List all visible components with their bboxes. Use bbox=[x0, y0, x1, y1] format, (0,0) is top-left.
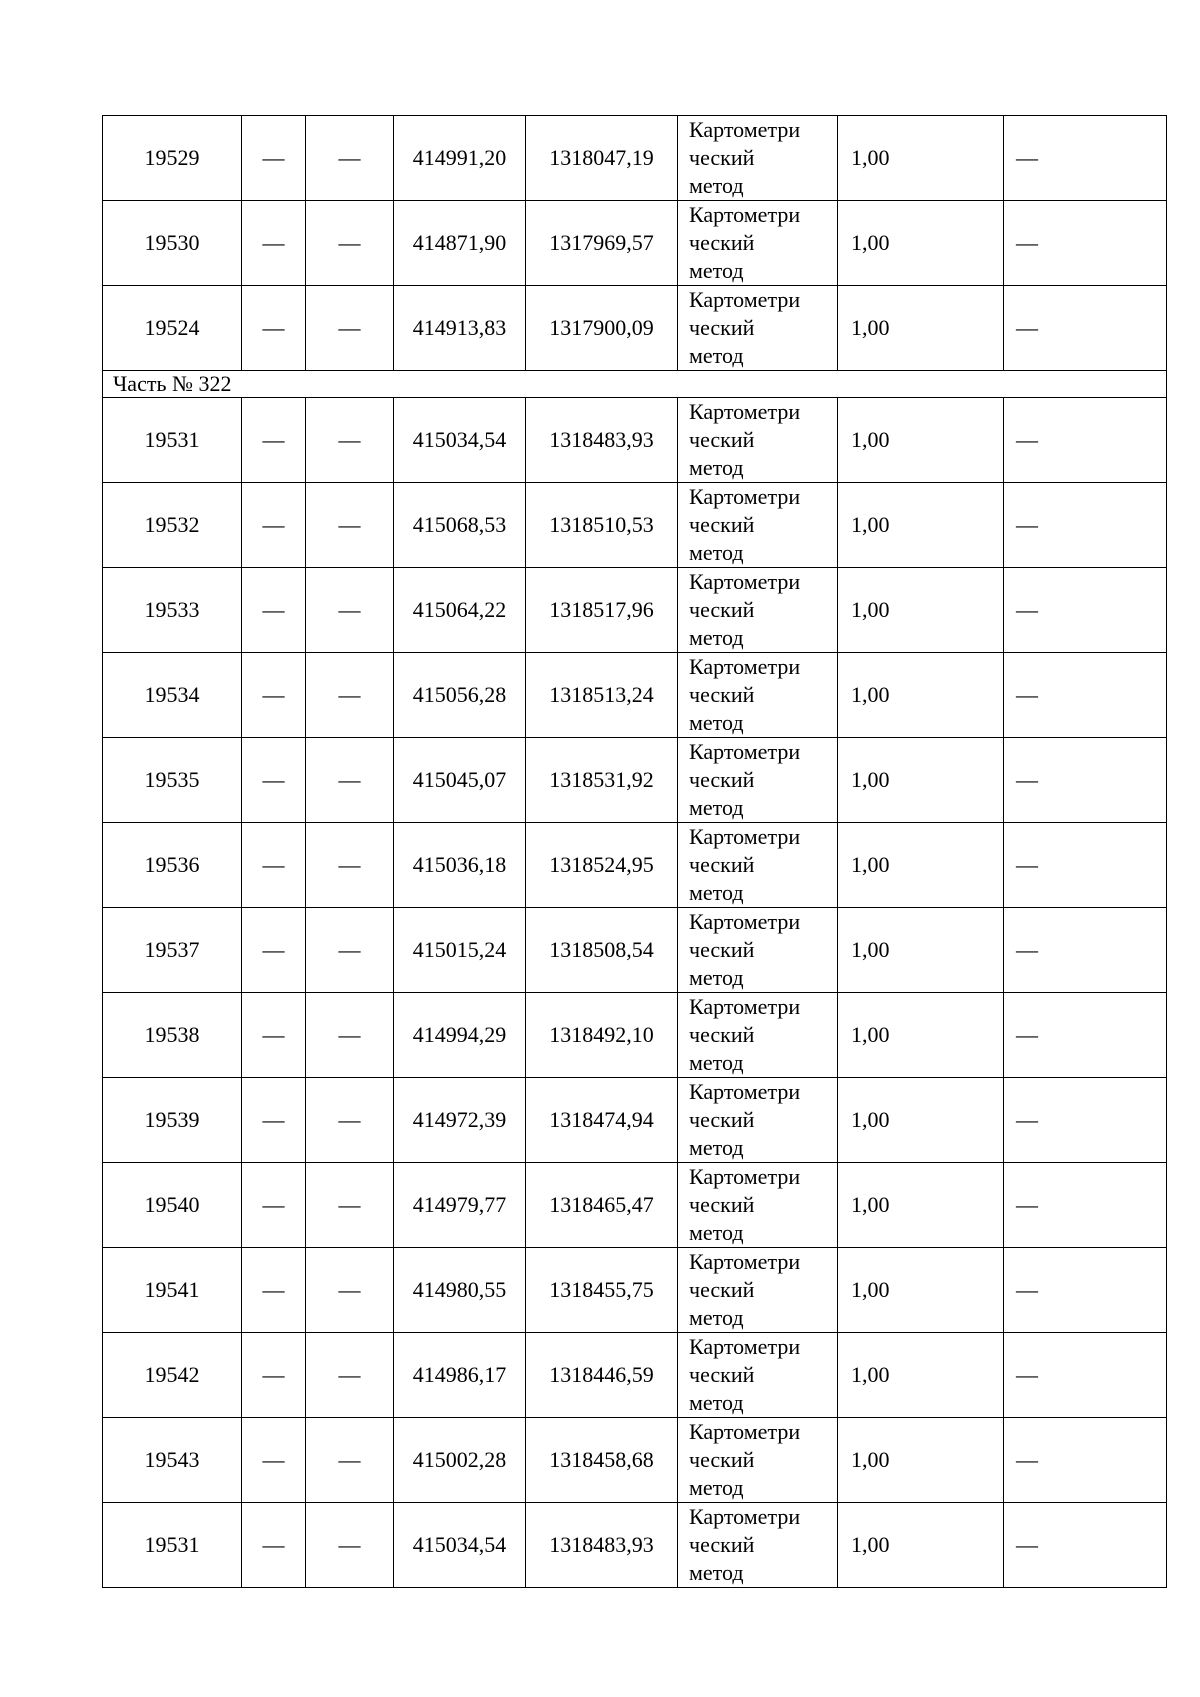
y-coordinate-cell: 1318458,68 bbox=[526, 1418, 678, 1503]
y-coordinate-cell: 1318455,75 bbox=[526, 1248, 678, 1333]
dash-cell: — bbox=[1004, 116, 1167, 201]
method-text-line: метод bbox=[689, 343, 744, 368]
accuracy-cell: 1,00 bbox=[838, 1163, 1004, 1248]
method-cell bbox=[678, 823, 838, 908]
method-text-line: Картометри bbox=[689, 909, 801, 934]
accuracy-cell: 1,00 bbox=[838, 568, 1004, 653]
x-coordinate-cell: 414980,55 bbox=[394, 1248, 526, 1333]
method-text-line: Картометри bbox=[689, 1334, 801, 1359]
dash-cell: — bbox=[1004, 1503, 1167, 1588]
accuracy-cell: 1,00 bbox=[838, 738, 1004, 823]
method-text-line: метод bbox=[689, 455, 744, 480]
method-text-line: ческий bbox=[689, 597, 755, 622]
method-text-line: ческий bbox=[689, 230, 755, 255]
point-number-cell: 19533 bbox=[103, 568, 242, 653]
x-coordinate-cell: 415036,18 bbox=[394, 823, 526, 908]
y-coordinate-cell: 1318510,53 bbox=[526, 483, 678, 568]
y-coordinate-cell: 1318508,54 bbox=[526, 908, 678, 993]
dash-cell: — bbox=[1004, 908, 1167, 993]
table-row bbox=[103, 653, 1167, 738]
x-coordinate-cell: 415064,22 bbox=[394, 568, 526, 653]
accuracy-cell: 1,00 bbox=[838, 201, 1004, 286]
method-text-line: Картометри bbox=[689, 202, 801, 227]
dash-cell: — bbox=[306, 653, 394, 738]
coordinates-table bbox=[102, 115, 1167, 1588]
table-row bbox=[103, 398, 1167, 483]
method-cell bbox=[678, 286, 838, 371]
y-coordinate-cell: 1318492,10 bbox=[526, 993, 678, 1078]
x-coordinate-cell: 415034,54 bbox=[394, 398, 526, 483]
table-row bbox=[103, 1418, 1167, 1503]
table-row bbox=[103, 483, 1167, 568]
dash-cell: — bbox=[242, 738, 306, 823]
accuracy-cell: 1,00 bbox=[838, 286, 1004, 371]
dash-cell: — bbox=[242, 1418, 306, 1503]
table-row bbox=[103, 738, 1167, 823]
section-header-group bbox=[103, 371, 1167, 398]
point-number-cell: 19531 bbox=[103, 1503, 242, 1588]
method-cell bbox=[678, 993, 838, 1078]
dash-cell: — bbox=[306, 1503, 394, 1588]
point-number-cell: 19539 bbox=[103, 1078, 242, 1163]
dash-cell: — bbox=[306, 908, 394, 993]
dash-cell: — bbox=[242, 398, 306, 483]
dash-cell: — bbox=[242, 116, 306, 201]
method-text-line: ческий bbox=[689, 145, 755, 170]
y-coordinate-cell: 1318474,94 bbox=[526, 1078, 678, 1163]
method-text-line: Картометри bbox=[689, 1504, 801, 1529]
method-text-line: метод bbox=[689, 625, 744, 650]
dash-cell: — bbox=[306, 1418, 394, 1503]
method-cell bbox=[678, 568, 838, 653]
accuracy-cell: 1,00 bbox=[838, 1503, 1004, 1588]
method-text-line: ческий bbox=[689, 512, 755, 537]
table-body-before-section bbox=[103, 116, 1167, 371]
x-coordinate-cell: 414972,39 bbox=[394, 1078, 526, 1163]
dash-cell: — bbox=[242, 823, 306, 908]
y-coordinate-cell: 1318483,93 bbox=[526, 1503, 678, 1588]
dash-cell: — bbox=[1004, 823, 1167, 908]
table-row bbox=[103, 1078, 1167, 1163]
dash-cell: — bbox=[306, 993, 394, 1078]
dash-cell: — bbox=[242, 568, 306, 653]
dash-cell: — bbox=[306, 1333, 394, 1418]
method-text-line: метод bbox=[689, 1050, 744, 1075]
method-text-line: метод bbox=[689, 965, 744, 990]
dash-cell: — bbox=[1004, 1333, 1167, 1418]
method-text-line: Картометри bbox=[689, 484, 801, 509]
method-text-line: Картометри bbox=[689, 1164, 801, 1189]
method-cell bbox=[678, 908, 838, 993]
method-text-line: Картометри bbox=[689, 654, 801, 679]
method-cell bbox=[678, 738, 838, 823]
y-coordinate-cell: 1318446,59 bbox=[526, 1333, 678, 1418]
point-number-cell: 19530 bbox=[103, 201, 242, 286]
method-text-line: метод bbox=[689, 1305, 744, 1330]
table-row bbox=[103, 286, 1167, 371]
dash-cell: — bbox=[1004, 568, 1167, 653]
accuracy-cell: 1,00 bbox=[838, 1333, 1004, 1418]
method-text-line: Картометри bbox=[689, 824, 801, 849]
accuracy-cell: 1,00 bbox=[838, 483, 1004, 568]
method-text-line: ческий bbox=[689, 1277, 755, 1302]
accuracy-cell: 1,00 bbox=[838, 1248, 1004, 1333]
method-text-line: ческий bbox=[689, 427, 755, 452]
dash-cell: — bbox=[1004, 201, 1167, 286]
dash-cell: — bbox=[306, 116, 394, 201]
dash-cell: — bbox=[1004, 483, 1167, 568]
dash-cell: — bbox=[1004, 653, 1167, 738]
dash-cell: — bbox=[242, 483, 306, 568]
method-cell bbox=[678, 201, 838, 286]
dash-cell: — bbox=[306, 201, 394, 286]
point-number-cell: 19543 bbox=[103, 1418, 242, 1503]
x-coordinate-cell: 414991,20 bbox=[394, 116, 526, 201]
dash-cell: — bbox=[242, 653, 306, 738]
method-text-line: метод bbox=[689, 710, 744, 735]
method-text-line: ческий bbox=[689, 315, 755, 340]
point-number-cell: 19541 bbox=[103, 1248, 242, 1333]
table-row bbox=[103, 1248, 1167, 1333]
y-coordinate-cell: 1318531,92 bbox=[526, 738, 678, 823]
dash-cell: — bbox=[1004, 1418, 1167, 1503]
table-row bbox=[103, 116, 1167, 201]
y-coordinate-cell: 1317900,09 bbox=[526, 286, 678, 371]
section-label: Часть № 322 bbox=[103, 371, 1167, 398]
point-number-cell: 19542 bbox=[103, 1333, 242, 1418]
method-cell bbox=[678, 398, 838, 483]
method-text-line: метод bbox=[689, 173, 744, 198]
x-coordinate-cell: 414913,83 bbox=[394, 286, 526, 371]
dash-cell: — bbox=[1004, 286, 1167, 371]
table-row bbox=[103, 993, 1167, 1078]
dash-cell: — bbox=[1004, 1248, 1167, 1333]
method-text-line: Картометри bbox=[689, 1419, 801, 1444]
x-coordinate-cell: 415056,28 bbox=[394, 653, 526, 738]
dash-cell: — bbox=[306, 1248, 394, 1333]
dash-cell: — bbox=[1004, 398, 1167, 483]
point-number-cell: 19531 bbox=[103, 398, 242, 483]
method-text-line: ческий bbox=[689, 937, 755, 962]
point-number-cell: 19537 bbox=[103, 908, 242, 993]
point-number-cell: 19524 bbox=[103, 286, 242, 371]
method-text-line: ческий bbox=[689, 1192, 755, 1217]
dash-cell: — bbox=[242, 1503, 306, 1588]
y-coordinate-cell: 1318047,19 bbox=[526, 116, 678, 201]
method-text-line: метод bbox=[689, 1475, 744, 1500]
accuracy-cell: 1,00 bbox=[838, 1078, 1004, 1163]
point-number-cell: 19540 bbox=[103, 1163, 242, 1248]
method-text-line: ческий bbox=[689, 682, 755, 707]
method-cell bbox=[678, 1503, 838, 1588]
method-text-line: ческий bbox=[689, 852, 755, 877]
section-row bbox=[103, 371, 1167, 398]
dash-cell: — bbox=[306, 483, 394, 568]
method-cell bbox=[678, 1418, 838, 1503]
method-text-line: ческий bbox=[689, 1107, 755, 1132]
dash-cell: — bbox=[306, 568, 394, 653]
table-row bbox=[103, 823, 1167, 908]
method-text-line: метод bbox=[689, 258, 744, 283]
y-coordinate-cell: 1318517,96 bbox=[526, 568, 678, 653]
table-row bbox=[103, 201, 1167, 286]
table-row bbox=[103, 568, 1167, 653]
accuracy-cell: 1,00 bbox=[838, 1418, 1004, 1503]
method-cell bbox=[678, 1163, 838, 1248]
method-text-line: Картометри bbox=[689, 739, 801, 764]
accuracy-cell: 1,00 bbox=[838, 908, 1004, 993]
method-text-line: Картометри bbox=[689, 287, 801, 312]
method-text-line: метод bbox=[689, 795, 744, 820]
dash-cell: — bbox=[306, 398, 394, 483]
method-text-line: ческий bbox=[689, 1532, 755, 1557]
dash-cell: — bbox=[306, 823, 394, 908]
method-text-line: метод bbox=[689, 880, 744, 905]
x-coordinate-cell: 415068,53 bbox=[394, 483, 526, 568]
method-text-line: ческий bbox=[689, 1447, 755, 1472]
method-text-line: ческий bbox=[689, 1022, 755, 1047]
accuracy-cell: 1,00 bbox=[838, 823, 1004, 908]
table-row bbox=[103, 908, 1167, 993]
y-coordinate-cell: 1318513,24 bbox=[526, 653, 678, 738]
accuracy-cell: 1,00 bbox=[838, 653, 1004, 738]
method-cell bbox=[678, 1248, 838, 1333]
method-text-line: Картометри bbox=[689, 117, 801, 142]
point-number-cell: 19536 bbox=[103, 823, 242, 908]
dash-cell: — bbox=[242, 1333, 306, 1418]
accuracy-cell: 1,00 bbox=[838, 993, 1004, 1078]
dash-cell: — bbox=[306, 738, 394, 823]
method-text-line: Картометри bbox=[689, 399, 801, 424]
dash-cell: — bbox=[1004, 1078, 1167, 1163]
method-text-line: метод bbox=[689, 1560, 744, 1585]
dash-cell: — bbox=[1004, 993, 1167, 1078]
x-coordinate-cell: 414986,17 bbox=[394, 1333, 526, 1418]
method-text-line: метод bbox=[689, 1135, 744, 1160]
table-row bbox=[103, 1333, 1167, 1418]
point-number-cell: 19532 bbox=[103, 483, 242, 568]
dash-cell: — bbox=[242, 286, 306, 371]
table-row bbox=[103, 1503, 1167, 1588]
method-text-line: метод bbox=[689, 1390, 744, 1415]
dash-cell: — bbox=[306, 1078, 394, 1163]
method-text-line: ческий bbox=[689, 1362, 755, 1387]
method-text-line: метод bbox=[689, 540, 744, 565]
dash-cell: — bbox=[1004, 738, 1167, 823]
accuracy-cell: 1,00 bbox=[838, 398, 1004, 483]
dash-cell: — bbox=[242, 993, 306, 1078]
method-text-line: метод bbox=[689, 1220, 744, 1245]
y-coordinate-cell: 1318524,95 bbox=[526, 823, 678, 908]
method-text-line: Картометри bbox=[689, 994, 801, 1019]
method-cell bbox=[678, 483, 838, 568]
point-number-cell: 19538 bbox=[103, 993, 242, 1078]
dash-cell: — bbox=[242, 908, 306, 993]
y-coordinate-cell: 1318465,47 bbox=[526, 1163, 678, 1248]
method-text-line: Картометри bbox=[689, 1079, 801, 1104]
dash-cell: — bbox=[242, 1078, 306, 1163]
table-row bbox=[103, 1163, 1167, 1248]
method-text-line: Картометри bbox=[689, 1249, 801, 1274]
dash-cell: — bbox=[306, 1163, 394, 1248]
dash-cell: — bbox=[242, 1248, 306, 1333]
accuracy-cell: 1,00 bbox=[838, 116, 1004, 201]
y-coordinate-cell: 1318483,93 bbox=[526, 398, 678, 483]
x-coordinate-cell: 415015,24 bbox=[394, 908, 526, 993]
dash-cell: — bbox=[242, 1163, 306, 1248]
y-coordinate-cell: 1317969,57 bbox=[526, 201, 678, 286]
x-coordinate-cell: 414994,29 bbox=[394, 993, 526, 1078]
x-coordinate-cell: 415034,54 bbox=[394, 1503, 526, 1588]
x-coordinate-cell: 414871,90 bbox=[394, 201, 526, 286]
method-cell bbox=[678, 1078, 838, 1163]
x-coordinate-cell: 415045,07 bbox=[394, 738, 526, 823]
point-number-cell: 19535 bbox=[103, 738, 242, 823]
x-coordinate-cell: 415002,28 bbox=[394, 1418, 526, 1503]
dash-cell: — bbox=[306, 286, 394, 371]
method-cell bbox=[678, 1333, 838, 1418]
method-cell bbox=[678, 116, 838, 201]
point-number-cell: 19534 bbox=[103, 653, 242, 738]
dash-cell: — bbox=[242, 201, 306, 286]
method-text-line: ческий bbox=[689, 767, 755, 792]
dash-cell: — bbox=[1004, 1163, 1167, 1248]
table-body-after-section bbox=[103, 398, 1167, 1588]
method-cell bbox=[678, 653, 838, 738]
point-number-cell: 19529 bbox=[103, 116, 242, 201]
method-text-line: Картометри bbox=[689, 569, 801, 594]
x-coordinate-cell: 414979,77 bbox=[394, 1163, 526, 1248]
